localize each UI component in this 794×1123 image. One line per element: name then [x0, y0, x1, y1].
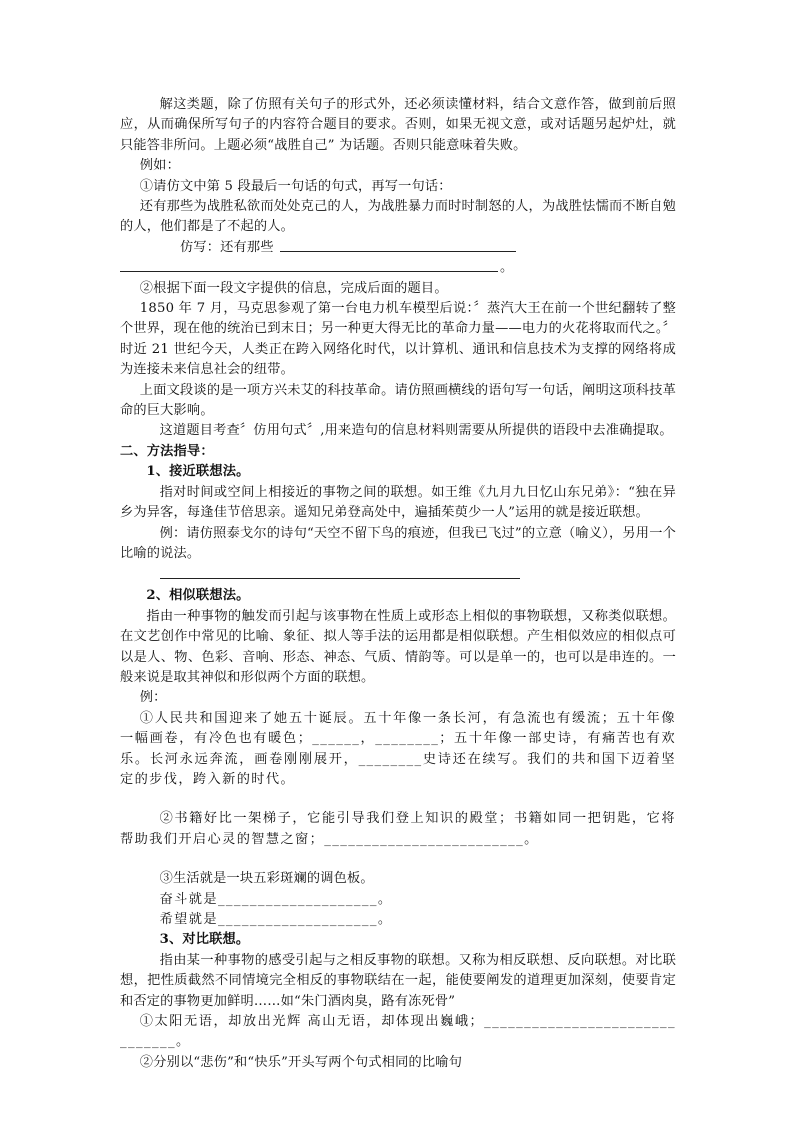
- method-2-title: 2、相似联想法。: [146, 588, 250, 604]
- answer-underline[interactable]: [280, 251, 516, 252]
- method-1-title: 1、接近联想法。: [146, 464, 250, 480]
- question-2-text: 1850 年 7 月，马克思参观了第一台电力机车模型后说：〞蒸汽大王在前一个世纪翻转了整个世界，现在他的统治已到末日；另一种更大得无比的革命力量——电力的火花将取而代之。〞时近 21 世纪今天，人类正在跨入网络化时代，以计算机、通讯和信息技术为支撑的网络将成为连接未来信息社会的纽带。: [120, 301, 676, 378]
- method-1-text: 指对时间或空间上相接近的事物之间的联想。如王维《九月九日忆山东兄弟》：“独在异乡为异客，每逢佳节倍思亲。遥知兄弟登高处中，遍插茱萸少一人”运用的就是接近联想。: [120, 484, 676, 521]
- spacer: [120, 790, 676, 809]
- method-2-question-2: ②书籍好比一架梯子，它能引导我们登上知识的殿堂；书籍如同一把钥匙，它将帮助我们开启心灵的智慧之窗；_________________________。: [120, 811, 676, 847]
- method-2-example-label: 例：: [139, 690, 167, 706]
- method-2-question-3-b: 希望就是____________________。: [159, 912, 393, 927]
- method-3-text: 指由某一种事物的感受引起与之相反事物的联想。又称为相反联想、反向联想。对比联想，把性质截然不同情境完全相反的事物联结在一起，能使要阐发的道理更加深刻，使要肯定和否定的事物更加鲜明……如“朱门酒肉臭，路有冻死骨”: [120, 952, 676, 1009]
- spacer: [120, 850, 676, 869]
- method-2-text: 指由一种事物的触发而引起与该事物在性质上或形态上相似的事物联想，又称类似联想。在文艺创作中常见的比喻、象征、拟人等手法的运用都是相似联想。产生相似效应的相似点可以是人、物、色彩、音响、形态、神态、气质、情韵等。可以是单一的，也可以是串连的。一般来说是取其神似和形似两个方面的联想。: [120, 608, 676, 685]
- question-1-end: 。: [500, 260, 514, 276]
- question-1-text: 还有那些为战胜私欲而处处克己的人，为战胜暴力而时时制怒的人，为战胜怯懦而不断自勉的人，他们都是了不起的人。: [120, 199, 676, 235]
- question-1-prompt: 仿写：还有那些: [180, 239, 274, 255]
- method-3-question-2: ②分别以“悲伤”和“快乐”开头写两个句式相同的比喻句: [139, 1054, 463, 1070]
- question-2-note: 这道题目考查〞仿用句式〞,用来造句的信息材料则需要从所提供的语段中去准确提取。: [159, 423, 673, 439]
- intro-paragraph: 解这类题，除了仿照有关句子的形式外，还必须读懂材料，结合文意作答，做到前后照应，从而确保所写句子的内容符合题目的要求。否则，如果无视文意，或对话题另起炉灶，就只能答非所问。上题必须“战胜自己” 为话题。否则只能意味着失败。: [120, 97, 676, 153]
- question-1: ①请仿文中第 5 段最后一句话的句式，再写一句话：: [139, 178, 452, 194]
- method-3-title: 3、对比联想。: [159, 932, 250, 948]
- document-body: [120, 95, 676, 1073]
- answer-underline[interactable]: [160, 578, 520, 579]
- section-2-title: 二、方法指导：: [120, 443, 214, 459]
- example-label: 例如：: [139, 158, 180, 174]
- method-3-question-1: ①太阳无语，却放出光辉 高山无语，却体现出巍峨；_______________________________。: [120, 1014, 676, 1050]
- question-1-answer-line-2: [120, 258, 676, 278]
- question-2: ②根据下面一段文字提供的信息，完成后面的题目。: [139, 280, 448, 296]
- method-2-question-3: ③生活就是一块五彩斑斓的调色板。: [159, 871, 374, 887]
- method-2-question-1: ①人民共和国迎来了她五十诞辰。五十年像一条长河，有急流也有缓流；五十年像一幅画卷，有冷色也有暖色；______，________；五十年像一部史诗，有痛苦也有欢乐。长河永远奔流，画卷刚刚展开，________史诗还在续写。我们的共和国下迈着坚定的步伐，跨入新的时代。: [120, 710, 676, 787]
- question-1-answer-line-1: [120, 238, 676, 258]
- method-2-question-3-a: 奋斗就是____________________。: [159, 891, 393, 907]
- method-1-answer-line: [120, 564, 676, 586]
- answer-underline[interactable]: [120, 271, 498, 272]
- method-1-example: 例：请仿照泰戈尔的诗句“天空不留下鸟的痕迹，但我已飞过”的立意（喻义），另用一个比喻的说法。: [120, 525, 676, 561]
- question-2-task: 上面文段谈的是一项方兴未艾的科技革命。请仿照画横线的语句写一句话，阐明这项科技革命的巨大影响。: [120, 382, 676, 419]
